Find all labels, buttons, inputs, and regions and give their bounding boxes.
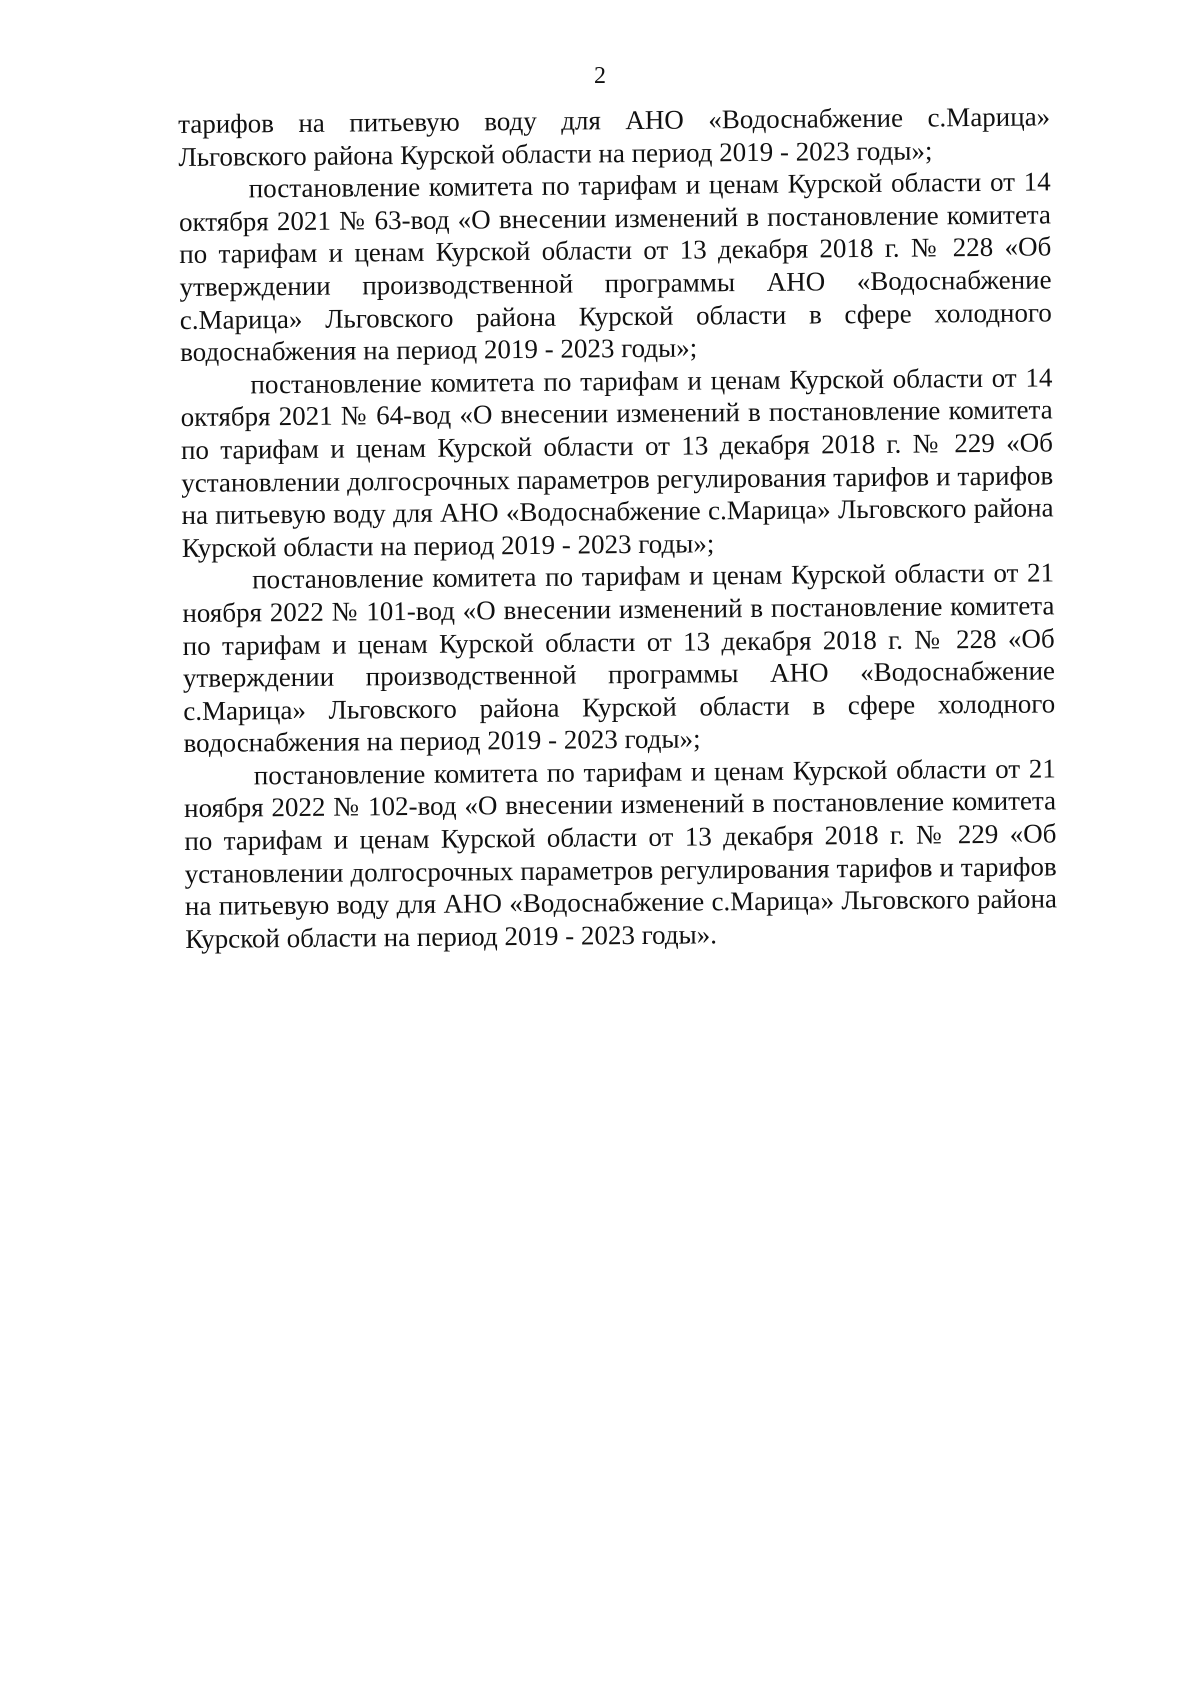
paragraph-resolution-102-vod: постановление комитета по тарифам и ценам Курской области от 21 ноября 2022 № 102-вод «О внесении изменений в постановление комитета по тарифам и ценам Курской области от 13 декабря 2018 г. № 229 «Об установлении долгосрочных параметров регулирования тарифов и тарифов на питьевую воду для АНО «Водоснабжение с.Марица» Льговского района Курской области на период 2019 - 2023 годы». <box>183 753 1058 954</box>
paragraph-resolution-63-vod: постановление комитета по тарифам и ценам Курской области от 14 октября 2021 № 63-вод «О внесении изменений в постановление комитета по тарифам и ценам Курской области от 13 декабря 2018 г. № 228 «Об утверждении производственной программы АНО «Водоснабжение с.Марица» Льговского района Курской области в сфере холодного водоснабжения на период 2019 - 2023 годы»; <box>178 166 1052 368</box>
paragraph-resolution-101-vod: постановление комитета по тарифам и ценам Курской области от 21 ноября 2022 № 101-вод «О внесении изменений в постановление комитета по тарифам и ценам Курской области от 13 декабря 2018 г. № 228 «Об утверждении производственной программы АНО «Водоснабжение с.Марица» Льговского района Курской области в сфере холодного водоснабжения на период 2019 - 2023 годы»; <box>182 557 1056 759</box>
paragraph-continuation: тарифов на питьевую воду для АНО «Водоснабжение с.Марица» Льговского района Курской области на период 2019 - 2023 годы»; <box>178 101 1051 172</box>
document-body <box>178 100 1057 955</box>
paragraph-resolution-64-vod: постановление комитета по тарифам и ценам Курской области от 14 октября 2021 № 64-вод «О внесении изменений в постановление комитета по тарифам и ценам Курской области от 13 декабря 2018 г. № 229 «Об установлении долгосрочных параметров регулирования тарифов и тарифов на питьевую воду для АНО «Водоснабжение с.Марица» Льговского района Курской области на период 2019 - 2023 годы»; <box>180 362 1054 563</box>
page-number: 2 <box>594 63 606 89</box>
